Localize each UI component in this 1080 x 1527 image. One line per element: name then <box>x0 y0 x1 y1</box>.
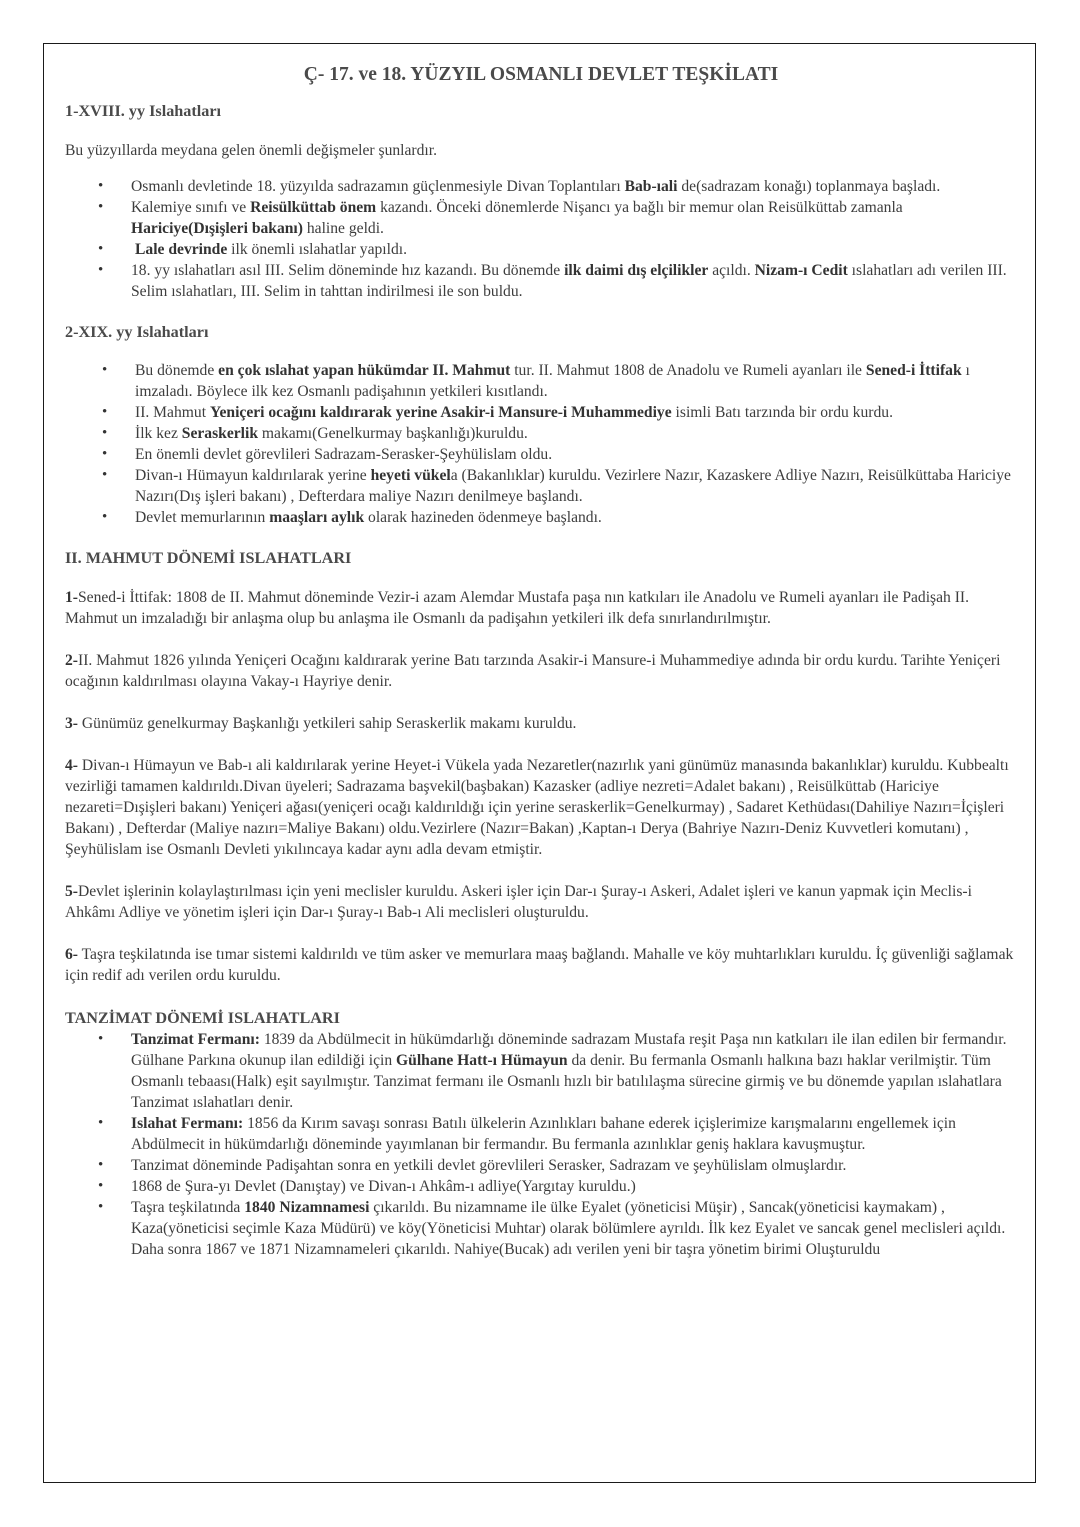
numbered-paragraph: 4- Divan-ı Hümayun ve Bab-ı ali kaldırılarak yerine Heyet-i Vükela yada Nezaretler(nazırlık yani günümüz manasında bakanlıklar) kuruldu. Kubbealtı vezirliği tamamen kaldırıldı.Divan üyeleri; Sadrazama başvekil(başbakan) Kazasker (adliye nezreti=Adalet bakanı) , Reisülküttab (Hariciye nezareti=Dışişleri bakanı) Yeniçeri ağası(yeniçeri ocağı kaldırıldığı için yerine seraskerlik=Genelkurmay) , Sadaret Kethüdası(Dahiliye Nazırı=İçişleri Bakanı) , Defterdar (Maliye nazırı=Maliye Bakanı) oldu.Vezirlere (Nazır=Bakan) ,Kaptan-ı Derya (Bahriye Nazırı-Deniz Kuvvetleri komutanı) , Şeyhülislam ise Osmanlı Devleti yıkılıncaya kadar aynı adla devam etmiştir. <box>65 757 1009 858</box>
numbered-paragraph: 3- Günümüz genelkurmay Başkanlığı yetkileri sahip Seraskerlik makamı kuruldu. <box>65 715 577 732</box>
tanzimat-reforms-list <box>65 1029 1017 1260</box>
list-item: • Tanzimat Fermanı: 1839 da Abdülmecit in hükümdarlığı döneminde sadrazam Mustafa reşit Paşa nın katkıları ile ilan edilen bir fermandır. Gülhane Parkına okunup ilan edildiği için Gülhane Hatt-ı Hümayun da denir. Bu fermanla Osmanlı halkına bazı haklar verilmiştir. Tüm Osmanlı tebaası(Halk) eşit sayılmıştır. Tanzimat fermanı ile Osmanlı hızlı bir batılılaşma sürecine girmiş ve bu dönemde yapılan ıslahatlara Tanzimat ıslahatları denir. <box>65 1029 1017 1113</box>
list-item: • II. Mahmut Yeniçeri ocağını kaldırarak yerine Asakir-i Mansure-i Muhammediye isimli Batı tarzında bir ordu kurdu. <box>65 402 1017 423</box>
reforms-18th-list <box>65 176 1017 302</box>
reforms-19th-list <box>65 360 1017 528</box>
numbered-paragraph: 6- Taşra teşkilatında ise tımar sistemi kaldırıldı ve tüm asker ve memurlara maaş bağlandı. Mahalle ve köy muhtarlıkları kuruldu. İç güvenliği sağlamak için redif adı verilen ordu kuruldu. <box>65 946 1014 984</box>
list-item: • 18. yy ıslahatları asıl III. Selim döneminde hız kazandı. Bu dönemde ilk daimi dış elçilikler açıldı. Nizam-ı Cedit ıslahatları adı verilen III. Selim ıslahatları, III. Selim in tahttan indirilmesi ile son buldu. <box>65 260 1017 302</box>
list-item: • İlk kez Seraskerlik makamı(Genelkurmay başkanlığı)kuruldu. <box>65 423 1017 444</box>
list-item: • Taşra teşkilatında 1840 Nizamnamesi çıkarıldı. Bu nizamname ile ülke Eyalet (yöneticisi Müşir) , Sancak(yöneticisi kaymakam) , Kaza(yöneticisi seçimle Kaza Müdürü) ve köy(Yöneticisi Muhtar) olarak bölümlere ayrıldı. İlk kez Eyalet ve sancak genel meclisleri açıldı. Daha sonra 1867 ve 1871 Nizamnameleri çıkarıldı. Nahiye(Bucak) adı verilen yeni bir taşra yönetim birimi Oluşturuldu <box>65 1197 1017 1260</box>
section-heading-tanzimat-reforms: TANZİMAT DÖNEMİ ISLAHATLARI <box>65 1009 340 1027</box>
list-item: • Lale devrinde ilk önemli ıslahatlar yapıldı. <box>65 239 1017 260</box>
list-item: • Osmanlı devletinde 18. yüzyılda sadrazamın güçlenmesiyle Divan Toplantıları Bab-ıali de(sadrazam konağı) toplanmaya başladı. <box>65 176 1017 197</box>
numbered-paragraph: 5-Devlet işlerinin kolaylaştırılması için yeni meclisler kuruldu. Askeri işler için Dar-ı Şuray-ı Askeri, Adalet işleri ve kanun yapmak için Meclis-i Ahkâmı Adliye ve yönetim işleri için Dar-ı Şuray-ı Bab-ı Ali meclisleri oluşturuldu. <box>65 883 972 921</box>
list-item: • Tanzimat döneminde Padişahtan sonra en yetkili devlet görevlileri Serasker, Sadrazam ve şeyhülislam olmuşlardır. <box>65 1155 1017 1176</box>
list-item: • En önemli devlet görevlileri Sadrazam-Serasker-Şeyhülislam oldu. <box>65 444 1017 465</box>
document-body <box>65 62 1017 1260</box>
page-title: Ç- 17. ve 18. YÜZYIL OSMANLI DEVLET TEŞKİLATI <box>303 64 779 85</box>
intro-paragraph: Bu yüzyıllarda meydana gelen önemli değişmeler şunlardır. <box>65 142 437 159</box>
list-item: • 1868 de Şura-yı Devlet (Danıştay) ve Divan-ı Ahkâm-ı adliye(Yargıtay kuruldu.) <box>65 1176 1017 1197</box>
section-heading-19th-century: 2-XIX. yy Islahatları <box>65 323 209 341</box>
list-item: • Bu dönemde en çok ıslahat yapan hükümdar II. Mahmut tur. II. Mahmut 1808 de Anadolu ve Rumeli ayanları ile Sened-i İttifak ı imzaladı. Böylece ilk kez Osmanlı padişahının yetkileri kısıtlandı. <box>65 360 1017 402</box>
section-heading-18th-century: 1-XVIII. yy Islahatları <box>65 102 222 120</box>
numbered-paragraph: 2-II. Mahmut 1826 yılında Yeniçeri Ocağını kaldırarak yerine Batı tarzında Asakir-i Mansure-i Muhammediye adında bir ordu kurdu. Tarihte Yeniçeri ocağının kaldırılması olayına Vakay-ı Hayriye denir. <box>65 652 1001 690</box>
section-heading-mahmut-reforms: II. MAHMUT DÖNEMİ ISLAHATLARI <box>65 549 352 567</box>
list-item: • Kalemiye sınıfı ve Reisülküttab önem kazandı. Önceki dönemlerde Nişancı ya bağlı bir memur olan Reisülküttab zamanla Hariciye(Dışişleri bakanı) haline geldi. <box>65 197 1017 239</box>
numbered-paragraph: 1-Sened-i İttifak: 1808 de II. Mahmut döneminde Vezir-i azam Alemdar Mustafa paşa nın katkıları ile Anadolu ve Rumeli ayanları ile Padişah II. Mahmut un imzaladığı bir anlaşma olup bu anlaşma ile Osmanlı da padişahın yetkileri ilk defa sınırlandırılmıştır. <box>65 589 970 627</box>
list-item: • Devlet memurlarının maaşları aylık olarak hazineden ödenmeye başlandı. <box>65 507 1017 528</box>
list-item: • Islahat Fermanı: 1856 da Kırım savaşı sonrası Batılı ülkelerin Azınlıkları bahane ederek içişlerimize karışmalarını engellemek için Abdülmecit in hükümdarlığı döneminde yayımlanan bir fermandır. Bu fermanla azınlıklar geniş haklara kavuşmuştur. <box>65 1113 1017 1155</box>
list-item: • Divan-ı Hümayun kaldırılarak yerine heyeti vükela (Bakanlıklar) kuruldu. Vezirlere Nazır, Kazaskere Adliye Nazırı, Reisülküttaba Hariciye Nazırı(Dış işleri bakanı) , Defterdara maliye Nazırı denilmeye başlandı. <box>65 465 1017 507</box>
